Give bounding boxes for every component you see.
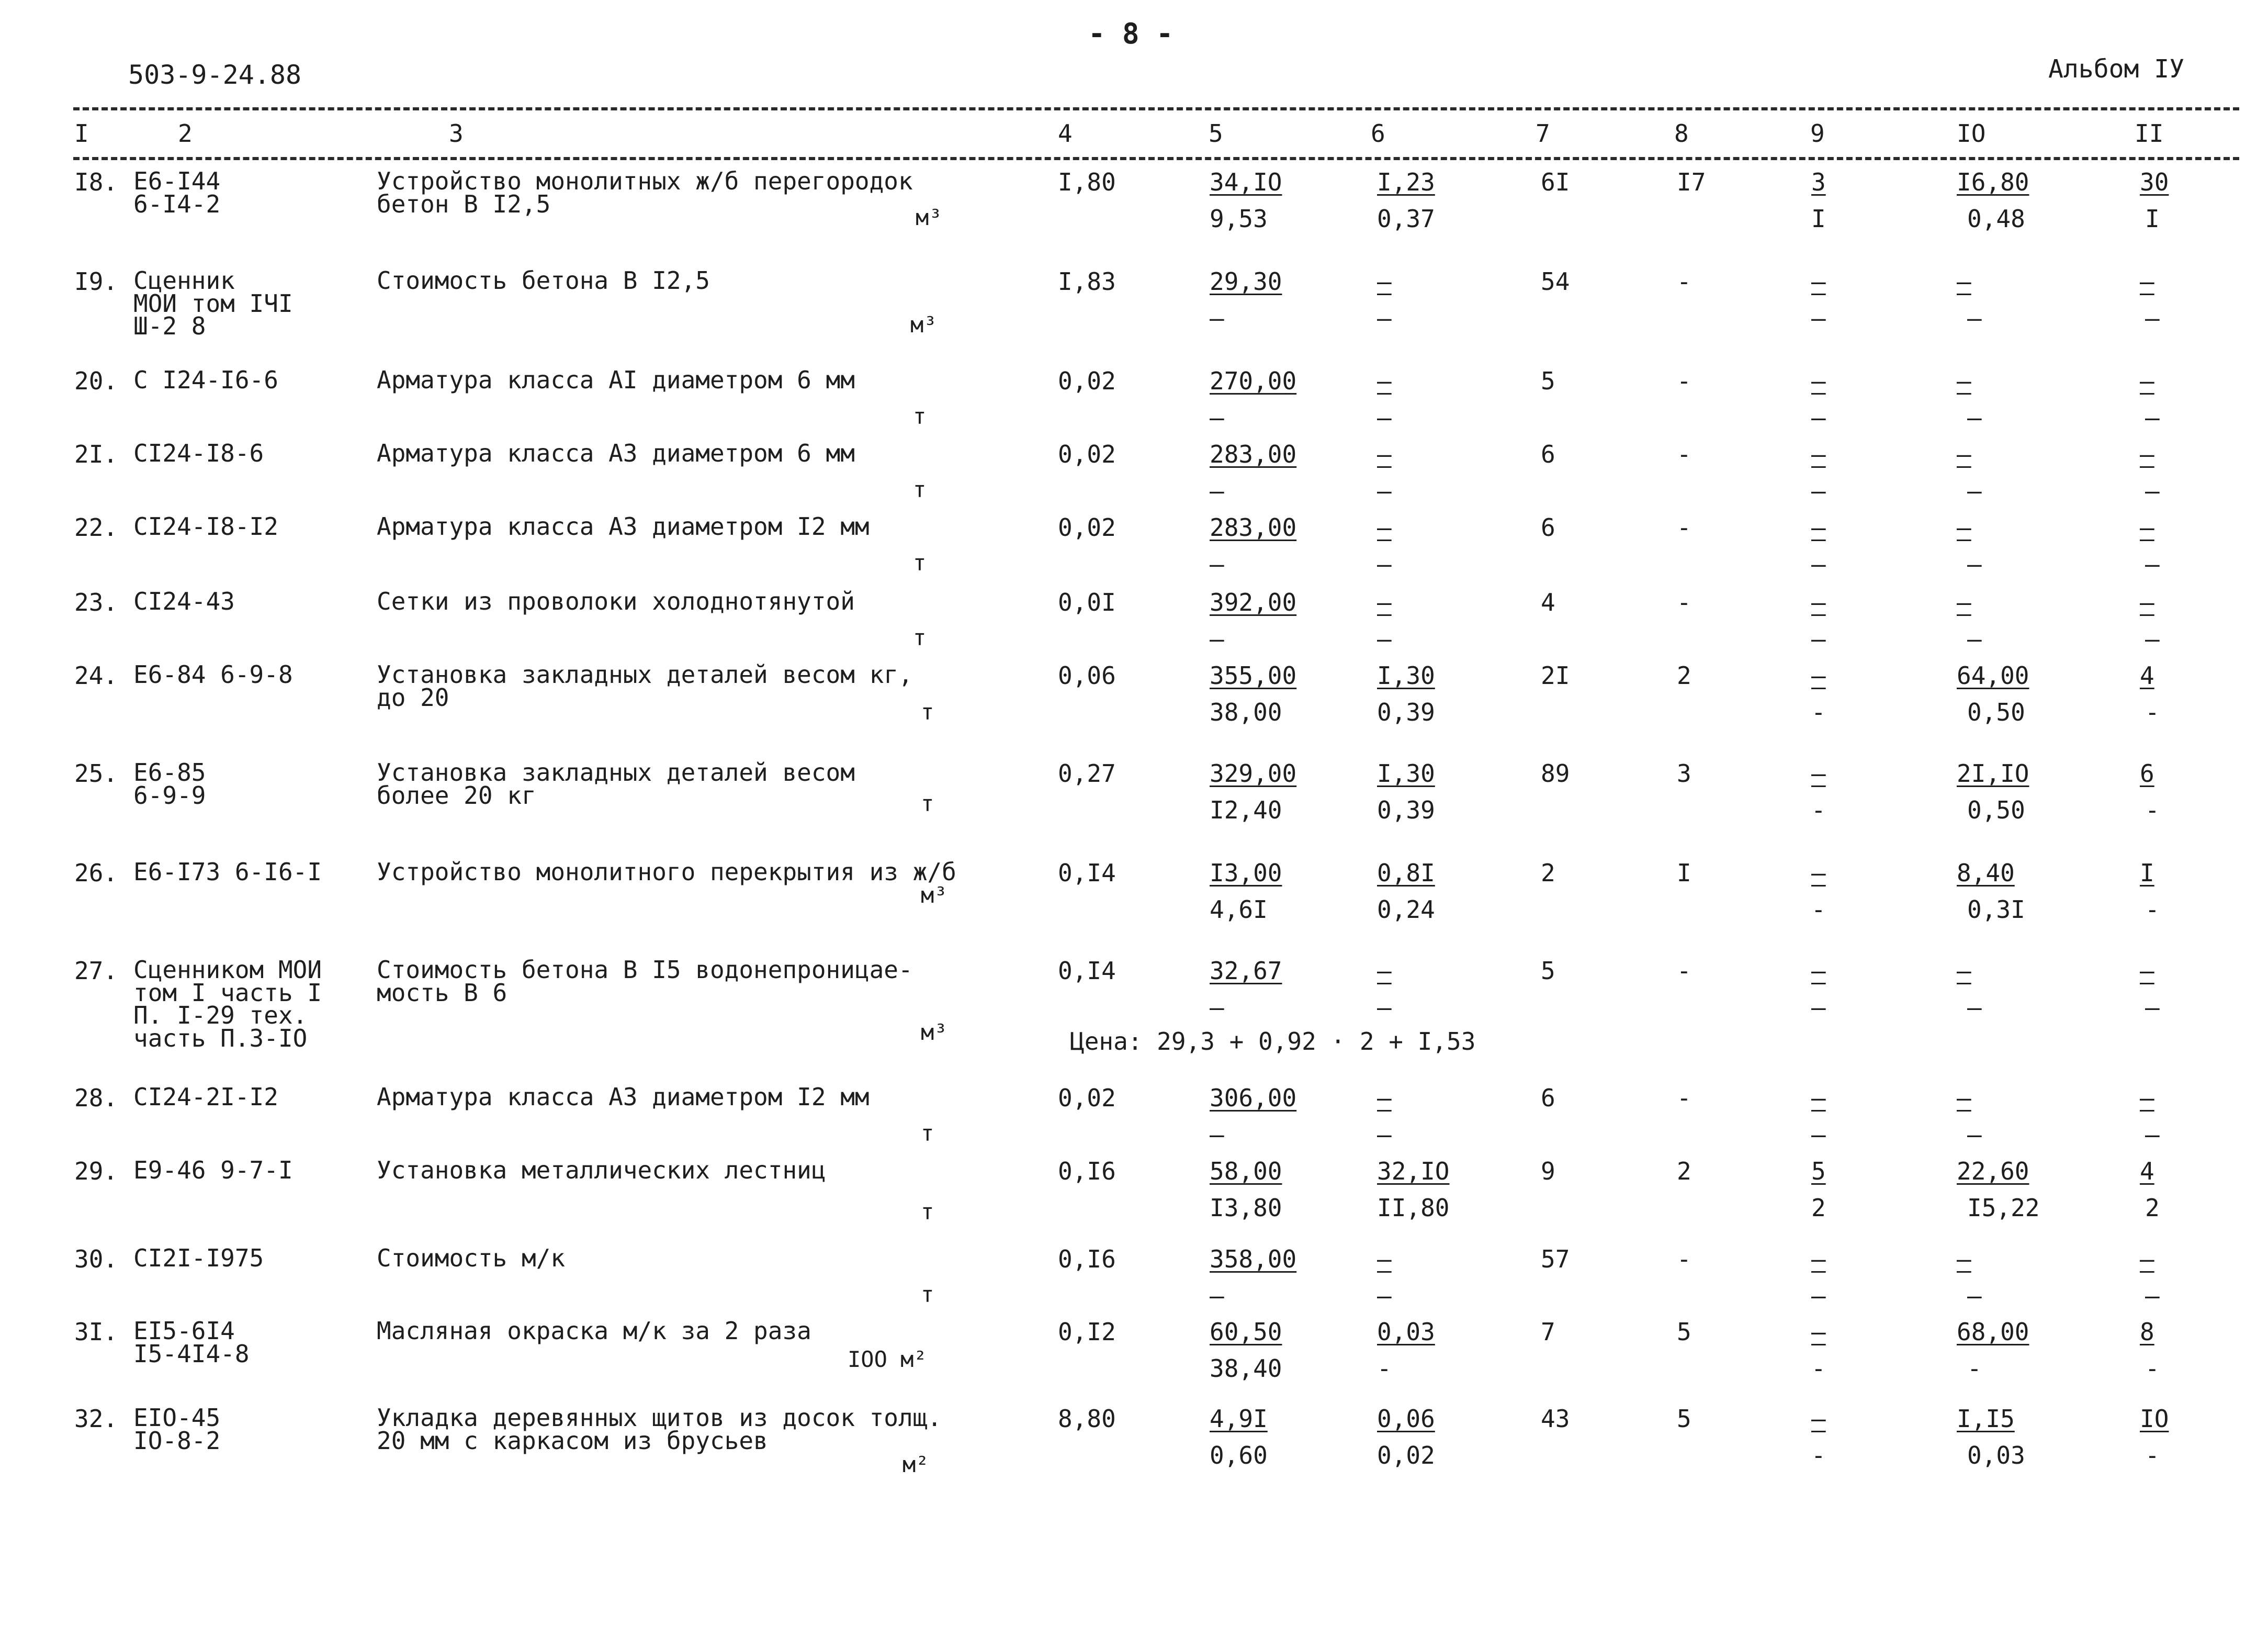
work-description: Установка закладных деталей весом кг, до 20 <box>377 660 913 712</box>
quantity: 0,02 <box>1058 513 1116 542</box>
col6-wage: 0,37 <box>1377 205 1435 233</box>
work-description: Стоимость м/к <box>377 1244 566 1272</box>
quantity: 0,02 <box>1058 367 1116 395</box>
norm-code: СI24-2I-I2 <box>133 1083 278 1111</box>
row-number: 25. <box>74 759 118 788</box>
col10-sub: - <box>1967 1354 1982 1383</box>
work-description: Установка металлических лестниц <box>377 1156 826 1184</box>
col10-sub: – <box>1967 625 1982 653</box>
work-description: Арматура класса АI диаметром 6 мм <box>377 366 855 394</box>
col5-wage: – <box>1210 304 1224 332</box>
col11-value: – <box>2140 267 2154 296</box>
col6-wage: – <box>1377 625 1392 653</box>
col5-cost: 283,00 <box>1210 440 1297 468</box>
col5-wage: 4,6I <box>1210 895 1268 924</box>
col10-sub: 0,48 <box>1967 205 2025 233</box>
table-rule-2 <box>73 157 2239 160</box>
unit-label: т <box>921 1120 934 1146</box>
document-code: 503-9-24.88 <box>128 60 302 90</box>
unit-label: м³ <box>921 1019 947 1045</box>
col6-wage: 0,39 <box>1377 796 1435 824</box>
unit-label: т <box>921 791 934 816</box>
col9-sub: - <box>1811 895 1826 924</box>
col8-value: I <box>1677 859 1691 887</box>
col5-wage: – <box>1210 403 1224 432</box>
work-description: Арматура класса А3 диаметром 6 мм <box>377 439 855 467</box>
column-header: IO <box>1957 119 1986 148</box>
unit-label: т <box>921 1282 934 1307</box>
col11-sub: - <box>2145 895 2160 924</box>
quantity: I,83 <box>1058 267 1116 296</box>
col11-value: 30 <box>2140 168 2169 196</box>
col7-value: 6 <box>1541 1084 1555 1112</box>
col9-sub: – <box>1811 625 1826 653</box>
col8-value: 5 <box>1677 1318 1691 1346</box>
col8-value: - <box>1677 513 1691 542</box>
album-label: Альбом IУ <box>2048 54 2185 84</box>
col5-cost: 4,9I <box>1210 1405 1268 1433</box>
col9-value: – <box>1811 1405 1826 1433</box>
col6-machine: – <box>1377 267 1392 296</box>
col5-wage: – <box>1210 477 1224 505</box>
col8-value: - <box>1677 1245 1691 1273</box>
col6-machine: – <box>1377 513 1392 542</box>
quantity: 0,06 <box>1058 661 1116 690</box>
col8-value: - <box>1677 957 1691 985</box>
col9-value: – <box>1811 367 1826 395</box>
col11-sub: - <box>2145 1354 2160 1383</box>
col6-machine: 0,8I <box>1377 859 1435 887</box>
col5-wage: I3,80 <box>1210 1194 1282 1222</box>
col10-value: I6,80 <box>1957 168 2029 196</box>
col9-value: 3 <box>1811 168 1826 196</box>
norm-code: СI24-I8-I2 <box>133 512 278 541</box>
col9-sub: – <box>1811 403 1826 432</box>
quantity: 0,I6 <box>1058 1245 1116 1273</box>
quantity: 8,80 <box>1058 1405 1116 1433</box>
col11-sub: – <box>2145 550 2160 578</box>
col9-sub: - <box>1811 698 1826 726</box>
row-number: 30. <box>74 1245 118 1273</box>
col5-cost: 270,00 <box>1210 367 1297 395</box>
col9-value: – <box>1811 661 1826 690</box>
norm-code: СI24-I8-6 <box>133 439 264 467</box>
col5-wage: 38,40 <box>1210 1354 1282 1383</box>
quantity: 0,02 <box>1058 1084 1116 1112</box>
col10-value: 8,40 <box>1957 859 2015 887</box>
col6-machine: 0,03 <box>1377 1318 1435 1346</box>
row-number: 22. <box>74 513 118 542</box>
col9-value: – <box>1811 1318 1826 1346</box>
work-description: Устройство монолитных ж/б перегородок бетон В I2,5 <box>377 167 913 218</box>
col9-sub: - <box>1811 1354 1826 1383</box>
row-number: 20. <box>74 367 118 395</box>
unit-label: м³ <box>910 312 937 338</box>
col7-value: 6 <box>1541 440 1555 468</box>
col10-sub: – <box>1967 550 1982 578</box>
col9-value: – <box>1811 859 1826 887</box>
col10-value: – <box>1957 588 1971 616</box>
col6-wage: – <box>1377 304 1392 332</box>
work-description: Укладка деревянных щитов из досок толщ. 20 мм с каркасом из брусьев <box>377 1404 942 1455</box>
unit-label: т <box>921 699 934 725</box>
col11-sub: – <box>2145 1120 2160 1149</box>
col8-value: 3 <box>1677 759 1691 788</box>
row-number: I8. <box>74 168 118 196</box>
col7-value: 6I <box>1541 168 1570 196</box>
col10-value: – <box>1957 440 1971 468</box>
col8-value: 5 <box>1677 1405 1691 1433</box>
col11-value: – <box>2140 957 2154 985</box>
col6-wage: – <box>1377 477 1392 505</box>
col6-machine: – <box>1377 440 1392 468</box>
col7-value: 6 <box>1541 513 1555 542</box>
quantity: 0,I4 <box>1058 859 1116 887</box>
col6-machine: – <box>1377 1084 1392 1112</box>
col9-sub: – <box>1811 477 1826 505</box>
col10-value: 22,60 <box>1957 1157 2029 1185</box>
column-header: 2 <box>178 119 193 148</box>
unit-label: т <box>913 625 927 650</box>
col6-machine: – <box>1377 367 1392 395</box>
col11-value: – <box>2140 1084 2154 1112</box>
col5-cost: 29,30 <box>1210 267 1282 296</box>
col10-value: I,I5 <box>1957 1405 2015 1433</box>
col5-wage: 0,60 <box>1210 1441 1268 1469</box>
col10-sub: 0,03 <box>1967 1441 2025 1469</box>
col11-sub: – <box>2145 304 2160 332</box>
col5-wage: – <box>1210 1120 1224 1149</box>
unit-label: т <box>913 403 927 429</box>
col6-wage: – <box>1377 993 1392 1022</box>
col6-machine: I,23 <box>1377 168 1435 196</box>
col5-wage: 38,00 <box>1210 698 1282 726</box>
col6-machine: 0,06 <box>1377 1405 1435 1433</box>
col5-cost: 358,00 <box>1210 1245 1297 1273</box>
col7-value: 5 <box>1541 367 1555 395</box>
col10-value: – <box>1957 1084 1971 1112</box>
col10-value: – <box>1957 267 1971 296</box>
col6-machine: – <box>1377 957 1392 985</box>
col9-value: – <box>1811 440 1826 468</box>
col6-wage: 0,02 <box>1377 1441 1435 1469</box>
col9-sub: - <box>1811 796 1826 824</box>
col11-value: I <box>2140 859 2154 887</box>
col11-sub: - <box>2145 698 2160 726</box>
col7-value: 89 <box>1541 759 1570 788</box>
col6-wage: – <box>1377 403 1392 432</box>
col5-wage: I2,40 <box>1210 796 1282 824</box>
col9-sub: – <box>1811 993 1826 1022</box>
col11-sub: – <box>2145 477 2160 505</box>
quantity: 0,I6 <box>1058 1157 1116 1185</box>
quantity: 0,02 <box>1058 440 1116 468</box>
col6-wage: – <box>1377 1282 1392 1310</box>
col5-cost: 58,00 <box>1210 1157 1282 1185</box>
col9-sub: – <box>1811 1120 1826 1149</box>
col7-value: 57 <box>1541 1245 1570 1273</box>
col10-value: 2I,IO <box>1957 759 2029 788</box>
column-header: II <box>2135 119 2164 148</box>
row-number: 27. <box>74 957 118 985</box>
col5-cost: 283,00 <box>1210 513 1297 542</box>
col11-sub: 2 <box>2145 1194 2160 1222</box>
col6-wage: II,80 <box>1377 1194 1450 1222</box>
col5-cost: 392,00 <box>1210 588 1297 616</box>
row-number: 23. <box>74 588 118 616</box>
col6-machine: – <box>1377 588 1392 616</box>
table-rule-1 <box>73 107 2239 110</box>
quantity: 0,I4 <box>1058 957 1116 985</box>
row-number: 2I. <box>74 440 118 468</box>
col10-sub: – <box>1967 477 1982 505</box>
work-description: Масляная окраска м/к за 2 раза <box>377 1317 811 1345</box>
work-description: Стоимость бетона В I2,5 <box>377 266 710 295</box>
col6-wage: - <box>1377 1354 1392 1383</box>
unit-label: IOO м² <box>848 1346 927 1372</box>
col10-sub: 0,50 <box>1967 698 2025 726</box>
row-number: I9. <box>74 267 118 296</box>
col11-value: IO <box>2140 1405 2169 1433</box>
col10-value: – <box>1957 957 1971 985</box>
norm-code: ЕI5-6I4 I5-4I4-8 <box>133 1317 250 1368</box>
col5-wage: – <box>1210 625 1224 653</box>
column-header: 5 <box>1209 119 1223 148</box>
quantity: 0,27 <box>1058 759 1116 788</box>
col9-value: – <box>1811 759 1826 788</box>
col5-cost: 355,00 <box>1210 661 1297 690</box>
col7-value: 54 <box>1541 267 1570 296</box>
col11-value: 4 <box>2140 661 2154 690</box>
col7-value: 4 <box>1541 588 1555 616</box>
col5-cost: 60,50 <box>1210 1318 1282 1346</box>
row-number: 29. <box>74 1157 118 1185</box>
column-header: 6 <box>1371 119 1385 148</box>
col9-value: – <box>1811 1245 1826 1273</box>
col9-value: – <box>1811 513 1826 542</box>
col5-cost: 34,IO <box>1210 168 1282 196</box>
col5-wage: 9,53 <box>1210 205 1268 233</box>
row-number: 24. <box>74 661 118 690</box>
col11-value: 6 <box>2140 759 2154 788</box>
page-number: - 8 - <box>1088 17 1174 50</box>
col11-sub: – <box>2145 1282 2160 1310</box>
unit-label: м² <box>902 1452 929 1477</box>
col9-sub: – <box>1811 304 1826 332</box>
col9-sub: – <box>1811 1282 1826 1310</box>
col9-sub: - <box>1811 1441 1826 1469</box>
col11-sub: I <box>2145 205 2160 233</box>
work-description: Сетки из проволоки холоднотянутой <box>377 587 855 615</box>
norm-code: Е6-I44 6-I4-2 <box>133 167 221 218</box>
col11-value: 8 <box>2140 1318 2154 1346</box>
quantity: 0,I2 <box>1058 1318 1116 1346</box>
column-header: 8 <box>1674 119 1689 148</box>
norm-code: Е6-84 6-9-8 <box>133 660 293 689</box>
col10-sub: – <box>1967 1282 1982 1310</box>
col10-sub: 0,50 <box>1967 796 2025 824</box>
work-description: Арматура класса А3 диаметром I2 мм <box>377 512 870 541</box>
col7-value: 7 <box>1541 1318 1555 1346</box>
row-number: 3I. <box>74 1318 118 1346</box>
column-header: 4 <box>1058 119 1073 148</box>
work-description: Устройство монолитного перекрытия из ж/б <box>377 858 956 886</box>
col9-sub: – <box>1811 550 1826 578</box>
norm-code: Сценником МОИ том I часть I П. I-29 тех. часть П.3-IO <box>133 956 322 1053</box>
work-description: Арматура класса А3 диаметром I2 мм <box>377 1083 870 1111</box>
price-note: Цена: 29,3 + 0,92 · 2 + I,53 <box>1070 1027 1476 1056</box>
col6-wage: 0,39 <box>1377 698 1435 726</box>
col5-cost: I3,00 <box>1210 859 1282 887</box>
col5-wage: – <box>1210 550 1224 578</box>
col11-value: – <box>2140 1245 2154 1273</box>
col8-value: 2 <box>1677 661 1691 690</box>
col7-value: 2 <box>1541 859 1555 887</box>
col9-value: – <box>1811 957 1826 985</box>
col11-sub: - <box>2145 796 2160 824</box>
col9-sub: I <box>1811 205 1826 233</box>
row-number: 28. <box>74 1084 118 1112</box>
col10-sub: I5,22 <box>1967 1194 2040 1222</box>
col5-cost: 32,67 <box>1210 957 1282 985</box>
column-header: 9 <box>1810 119 1825 148</box>
column-header: 3 <box>449 119 464 148</box>
col9-value: – <box>1811 267 1826 296</box>
col9-value: – <box>1811 588 1826 616</box>
col11-value: – <box>2140 440 2154 468</box>
unit-label: м³ <box>921 882 947 908</box>
col8-value: I7 <box>1677 168 1706 196</box>
column-header: 7 <box>1536 119 1550 148</box>
col6-wage: – <box>1377 1120 1392 1149</box>
col6-machine: I,30 <box>1377 661 1435 690</box>
col5-cost: 306,00 <box>1210 1084 1297 1112</box>
col11-value: – <box>2140 367 2154 395</box>
col10-sub: 0,3I <box>1967 895 2025 924</box>
col10-sub: – <box>1967 403 1982 432</box>
norm-code: Е9-46 9-7-I <box>133 1156 293 1184</box>
col10-value: – <box>1957 1245 1971 1273</box>
col9-value: 5 <box>1811 1157 1826 1185</box>
unit-label: т <box>913 477 927 502</box>
col11-value: 4 <box>2140 1157 2154 1185</box>
norm-code: СI24-43 <box>133 587 235 615</box>
column-header: I <box>74 119 89 148</box>
col9-sub: 2 <box>1811 1194 1826 1222</box>
col11-sub: – <box>2145 993 2160 1022</box>
col8-value: - <box>1677 588 1691 616</box>
quantity: I,80 <box>1058 168 1116 196</box>
work-description: Установка закладных деталей весом более 20 кг <box>377 758 855 810</box>
col6-wage: – <box>1377 550 1392 578</box>
col8-value: - <box>1677 367 1691 395</box>
norm-code: Е6-85 6-9-9 <box>133 758 206 810</box>
col10-value: 64,00 <box>1957 661 2029 690</box>
col7-value: 5 <box>1541 957 1555 985</box>
col11-sub: – <box>2145 403 2160 432</box>
col11-sub: – <box>2145 625 2160 653</box>
col6-machine: 32,IO <box>1377 1157 1450 1185</box>
norm-code: Сценник МОИ том IЧI Ш-2 8 <box>133 266 293 341</box>
norm-code: ЕIO-45 IO-8-2 <box>133 1404 221 1455</box>
col7-value: 43 <box>1541 1405 1570 1433</box>
work-description: Стоимость бетона В I5 водонепроницае- мость В 6 <box>377 956 913 1007</box>
unit-label: т <box>913 550 927 576</box>
col8-value: - <box>1677 267 1691 296</box>
unit-label: т <box>921 1199 934 1225</box>
col10-sub: – <box>1967 993 1982 1022</box>
col5-cost: 329,00 <box>1210 759 1297 788</box>
col9-value: – <box>1811 1084 1826 1112</box>
col8-value: - <box>1677 1084 1691 1112</box>
col11-value: – <box>2140 588 2154 616</box>
col11-value: – <box>2140 513 2154 542</box>
col6-machine: I,30 <box>1377 759 1435 788</box>
col6-wage: 0,24 <box>1377 895 1435 924</box>
col8-value: 2 <box>1677 1157 1691 1185</box>
col7-value: 9 <box>1541 1157 1555 1185</box>
col7-value: 2I <box>1541 661 1570 690</box>
col6-machine: – <box>1377 1245 1392 1273</box>
col5-wage: – <box>1210 993 1224 1022</box>
row-number: 32. <box>74 1405 118 1433</box>
col11-sub: - <box>2145 1441 2160 1469</box>
col10-value: 68,00 <box>1957 1318 2029 1346</box>
col8-value: - <box>1677 440 1691 468</box>
col10-sub: – <box>1967 304 1982 332</box>
quantity: 0,0I <box>1058 588 1116 616</box>
col10-value: – <box>1957 513 1971 542</box>
unit-label: м³ <box>916 205 942 230</box>
row-number: 26. <box>74 859 118 887</box>
col10-value: – <box>1957 367 1971 395</box>
norm-code: С I24-I6-6 <box>133 366 278 394</box>
col10-sub: – <box>1967 1120 1982 1149</box>
col5-wage: – <box>1210 1282 1224 1310</box>
norm-code: СI2I-I975 <box>133 1244 264 1272</box>
norm-code: Е6-I73 6-I6-I <box>133 858 322 886</box>
